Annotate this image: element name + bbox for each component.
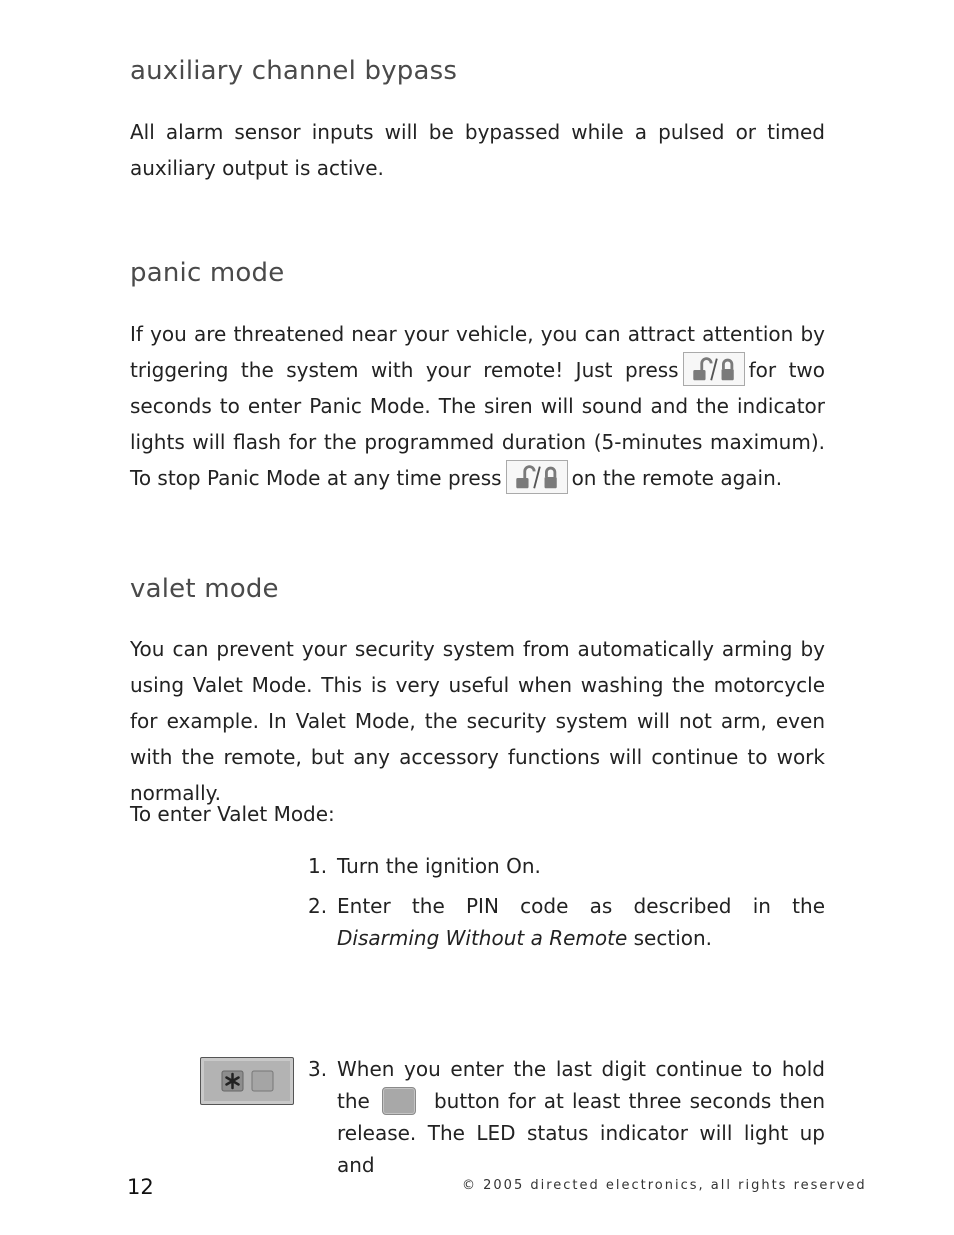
- lock-unlock-icon: [683, 352, 745, 386]
- step-3: [308, 1053, 825, 1181]
- panic-body-part1: If you are threatened near your vehicle, you can attract attention by triggering the system with your remote! Just press: [130, 322, 825, 382]
- panic-heading: panic mode: [130, 258, 285, 288]
- step-text: [337, 1053, 825, 1181]
- step-number: 3.: [308, 1057, 328, 1081]
- step-text: Turn the ignition On.: [337, 854, 541, 878]
- page-number: 12: [127, 1175, 154, 1199]
- step-1: [308, 850, 825, 882]
- gray-button-icon: [382, 1087, 416, 1115]
- aux-body: All alarm sensor inputs will be bypassed while a pulsed or timed auxiliary output is active.: [130, 120, 825, 180]
- step-text-b: section.: [633, 926, 713, 950]
- step-number: 1.: [308, 854, 328, 878]
- panic-body-part2: for two seconds to enter Panic Mode. The siren will sound and the indicator lights will flash for the programmed duration (5-minutes maximum). To stop Panic Mode at any time press: [130, 358, 825, 490]
- step-number: 2.: [308, 894, 328, 918]
- step-2: [308, 890, 825, 954]
- aux-heading: auxiliary channel bypass: [130, 56, 458, 86]
- step-text-a: When you enter the last digit continue to hold the: [337, 1057, 825, 1113]
- valet-body: You can prevent your security system from automatically arming by using Valet Mode. This is very useful when washing the motorcycle for example. In Valet Mode, the security system will not arm, even with the remote, but any accessory functions will continue to work normally.: [130, 637, 825, 805]
- step-text-a: Enter the PIN code as described in the: [337, 894, 825, 918]
- valet-intro: To enter Valet Mode:: [130, 802, 335, 826]
- valet-heading: valet mode: [130, 574, 279, 604]
- step-text-b: button for at least three seconds then release. The LED status indicator will light up and: [337, 1089, 825, 1177]
- step-text: [337, 890, 825, 954]
- step-text-emphasis: Disarming Without a Remote: [337, 926, 628, 950]
- panic-body: [130, 316, 825, 496]
- panic-body-part3: on the remote again.: [571, 466, 783, 490]
- asterisk-keypad-icon: [200, 1057, 294, 1105]
- lock-unlock-icon: [506, 460, 568, 494]
- copyright-notice: © 2005 directed electronics, all rights reserved: [462, 1178, 867, 1193]
